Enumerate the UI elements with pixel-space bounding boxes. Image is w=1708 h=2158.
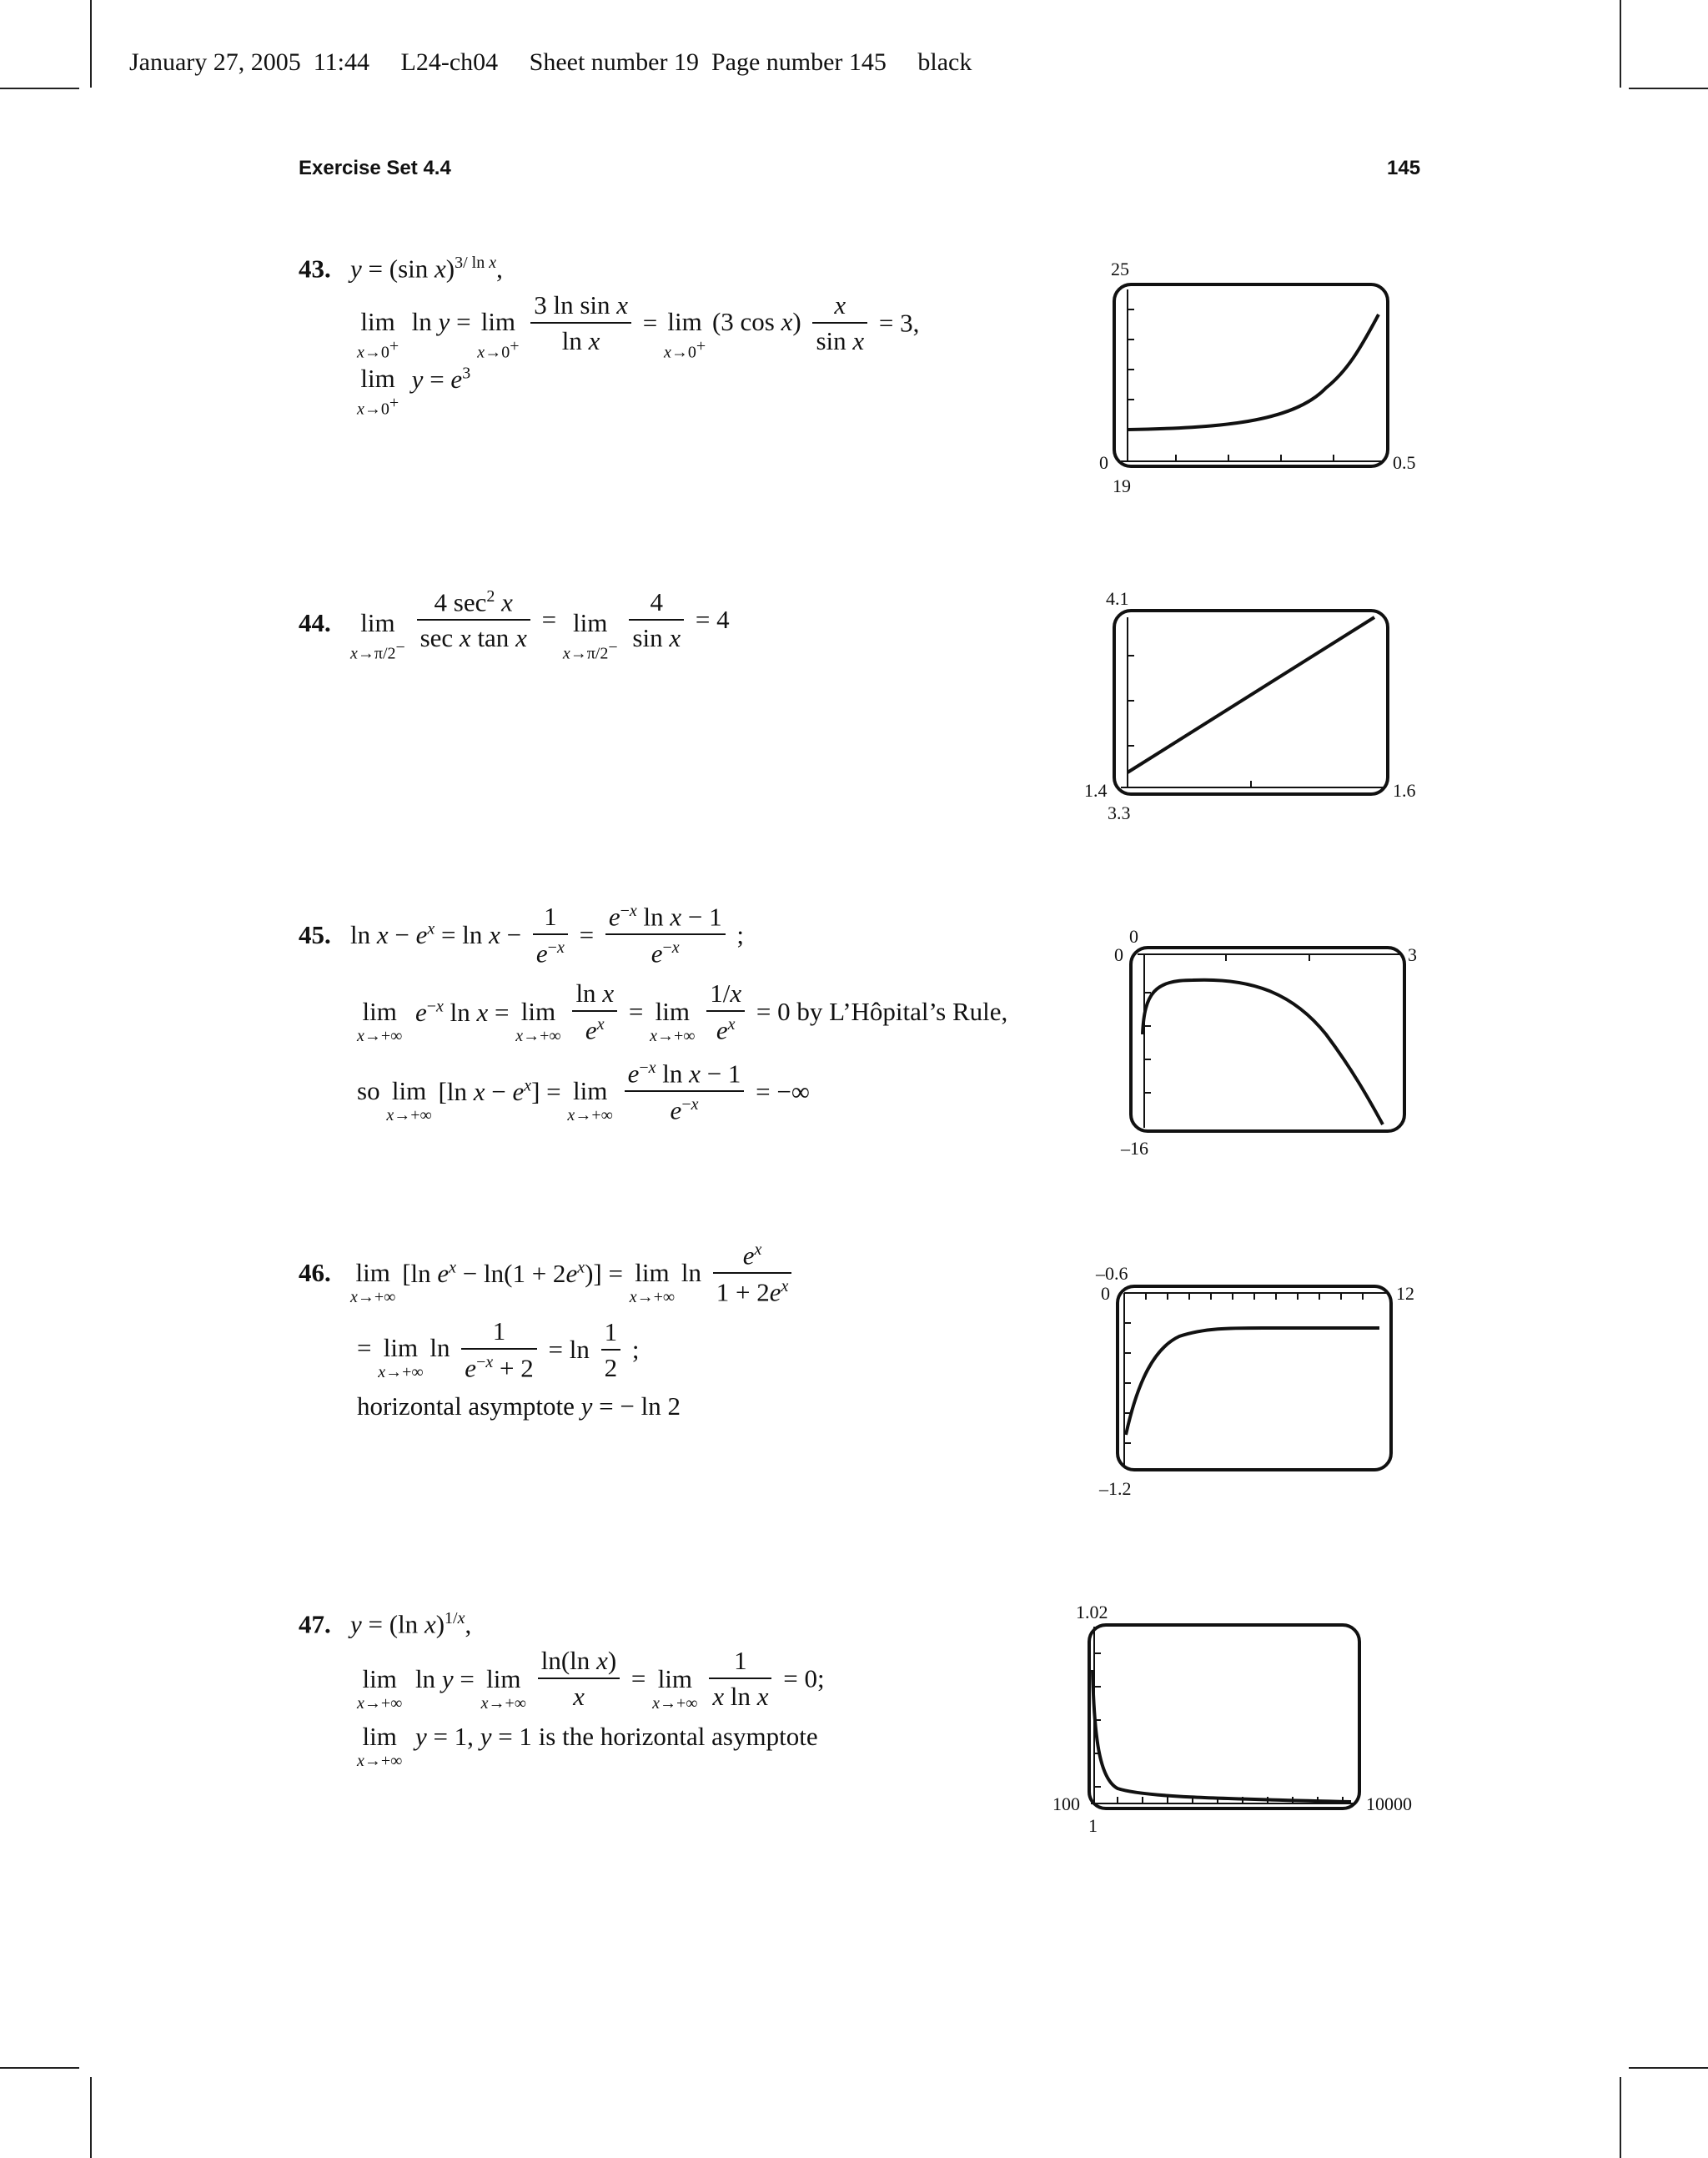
graph-46-xmin: 0 <box>1101 1283 1110 1304</box>
graph-46-ymin: –1.2 <box>1099 1478 1132 1499</box>
exercise-46-line-1: 46. lim x→+∞ [ln $e^x - \ln(1 + 2e^x)$] = lim x→+∞ ln $\frac{e^x}{1 + 2e^x}$ <box>299 1241 796 1305</box>
exercise-45-line-2: lim x→+∞ $e^{-x}$ ln x = lim x→+∞ $\frac{\text{ln x}}{e^x}$ = lim x→+∞ $\frac{1/x}{e^x}$ = 0 by L’Hôpital’s Rule, <box>357 978 1008 1045</box>
exercise-45-line-3: so lim x→+∞ [ln $x - e^x$] = lim x→+∞ $\frac{e^{-x} \ln x - 1}{e^{-x}}$ = −∞ <box>357 1059 810 1125</box>
crop-mark <box>0 2067 79 2069</box>
graph-44-xmax: 1.6 <box>1393 780 1416 801</box>
graph-44-ymin: 3.3 <box>1108 802 1131 823</box>
crop-mark <box>90 2077 92 2158</box>
graph-47-ymax: 1.02 <box>1076 1602 1108 1622</box>
exercise-47-line-3: lim x→+∞ y = 1, y = 1 is the horizontal asymptote <box>357 1722 818 1770</box>
graph-43 <box>1109 279 1393 471</box>
exercise-45-line-1: 45. $\ln x - e^x = \ln x$ − $\frac{1}{e^{-x}}$ = $\frac{e^{-x} \ln x - 1}{e^{-x}}$ ; <box>299 901 744 968</box>
graph-44-xmin: 1.4 <box>1084 780 1108 801</box>
exercise-46-line-3: horizontal asymptote y = − ln 2 <box>357 1391 681 1421</box>
exercise-43-line-1: 43. y = (sin x)$^{3/ ln x}$, <box>299 254 503 284</box>
graph-45-xmax: 3 <box>1408 944 1417 965</box>
graph-46-xmax: 12 <box>1396 1283 1414 1304</box>
exercise-number: 44. <box>299 608 331 637</box>
crop-mark <box>90 0 92 88</box>
graph-47-xmin: 100 <box>1052 1793 1080 1814</box>
graph-45-ymax: 0 <box>1129 926 1138 947</box>
exercise-43-line-2: lim x→0+ ln y = lim x→0+ $\frac{\text{3 ln sin x}}{\text{ln x}}$ = lim x→0+ (3 cos x) $\frac{x}{\text{sin x}}$ = 3, <box>357 290 920 362</box>
crop-mark <box>1620 0 1621 88</box>
graph-44 <box>1109 606 1393 799</box>
page-number: 145 <box>1387 157 1421 179</box>
graph-47-xmax: 10000 <box>1366 1793 1412 1814</box>
asymptote-label: horizontal asymptote <box>357 1391 575 1421</box>
exercise-number: 47. <box>299 1609 331 1639</box>
graph-45-xmin: 0 <box>1114 944 1123 965</box>
exercise-43-line-3: lim x→0+ $y = e^3$ <box>357 364 471 419</box>
graph-43-xmax: 0.5 <box>1393 452 1416 473</box>
crop-mark <box>1629 2067 1708 2069</box>
running-head-title: Exercise Set 4.4 <box>299 157 451 179</box>
print-slug: January 27, 2005 11:44 L24-ch04 Sheet number 19 Page number 145 black <box>129 48 972 76</box>
crop-mark <box>0 88 79 89</box>
exercise-47-line-2: lim x→+∞ ln y = lim x→+∞ $\frac{\text{ln(ln x)}}{x}$ = lim x→+∞ $\frac{1}{\text{x ln x}}$ = 0; <box>357 1646 825 1713</box>
exercise-46-line-2: = lim x→+∞ ln $\frac{1}{e^{-x} + 2}$ = ln $\frac{1}{2}$ ; <box>357 1316 640 1383</box>
asymptote-statement: is the horizontal asymptote <box>538 1722 818 1751</box>
crop-mark <box>1620 2077 1621 2158</box>
graph-45 <box>1126 943 1409 1136</box>
graph-47-ymin: 1 <box>1088 1815 1098 1836</box>
exercise-number: 43. <box>299 254 331 284</box>
exercise-44-line-1: 44. lim x→π/2− $\frac{4 \sec^2 x}{\text{sec x tan x}}$ = lim x→π/2− $\frac{4}{\text{sin x}}$ = 4 <box>299 586 730 663</box>
exercise-number: 46. <box>299 1258 331 1287</box>
graph-43-ymax: 25 <box>1111 259 1129 279</box>
lhopital-note: = 0 by L’Hôpital’s Rule, <box>756 997 1008 1027</box>
graph-43-xmin: 0 <box>1099 452 1108 473</box>
graph-47 <box>1084 1620 1364 1813</box>
exercise-47-line-1: 47. y = (ln x)$^{1/x}$, <box>299 1609 472 1639</box>
graph-43-ymin: 19 <box>1113 475 1131 496</box>
exercise-number: 45. <box>299 919 331 949</box>
graph-46-ymax: –0.6 <box>1096 1263 1128 1284</box>
graph-44-ymax: 4.1 <box>1106 588 1129 609</box>
crop-mark <box>1629 88 1708 89</box>
graph-46 <box>1113 1281 1396 1475</box>
graph-45-ymin: –16 <box>1121 1138 1148 1159</box>
